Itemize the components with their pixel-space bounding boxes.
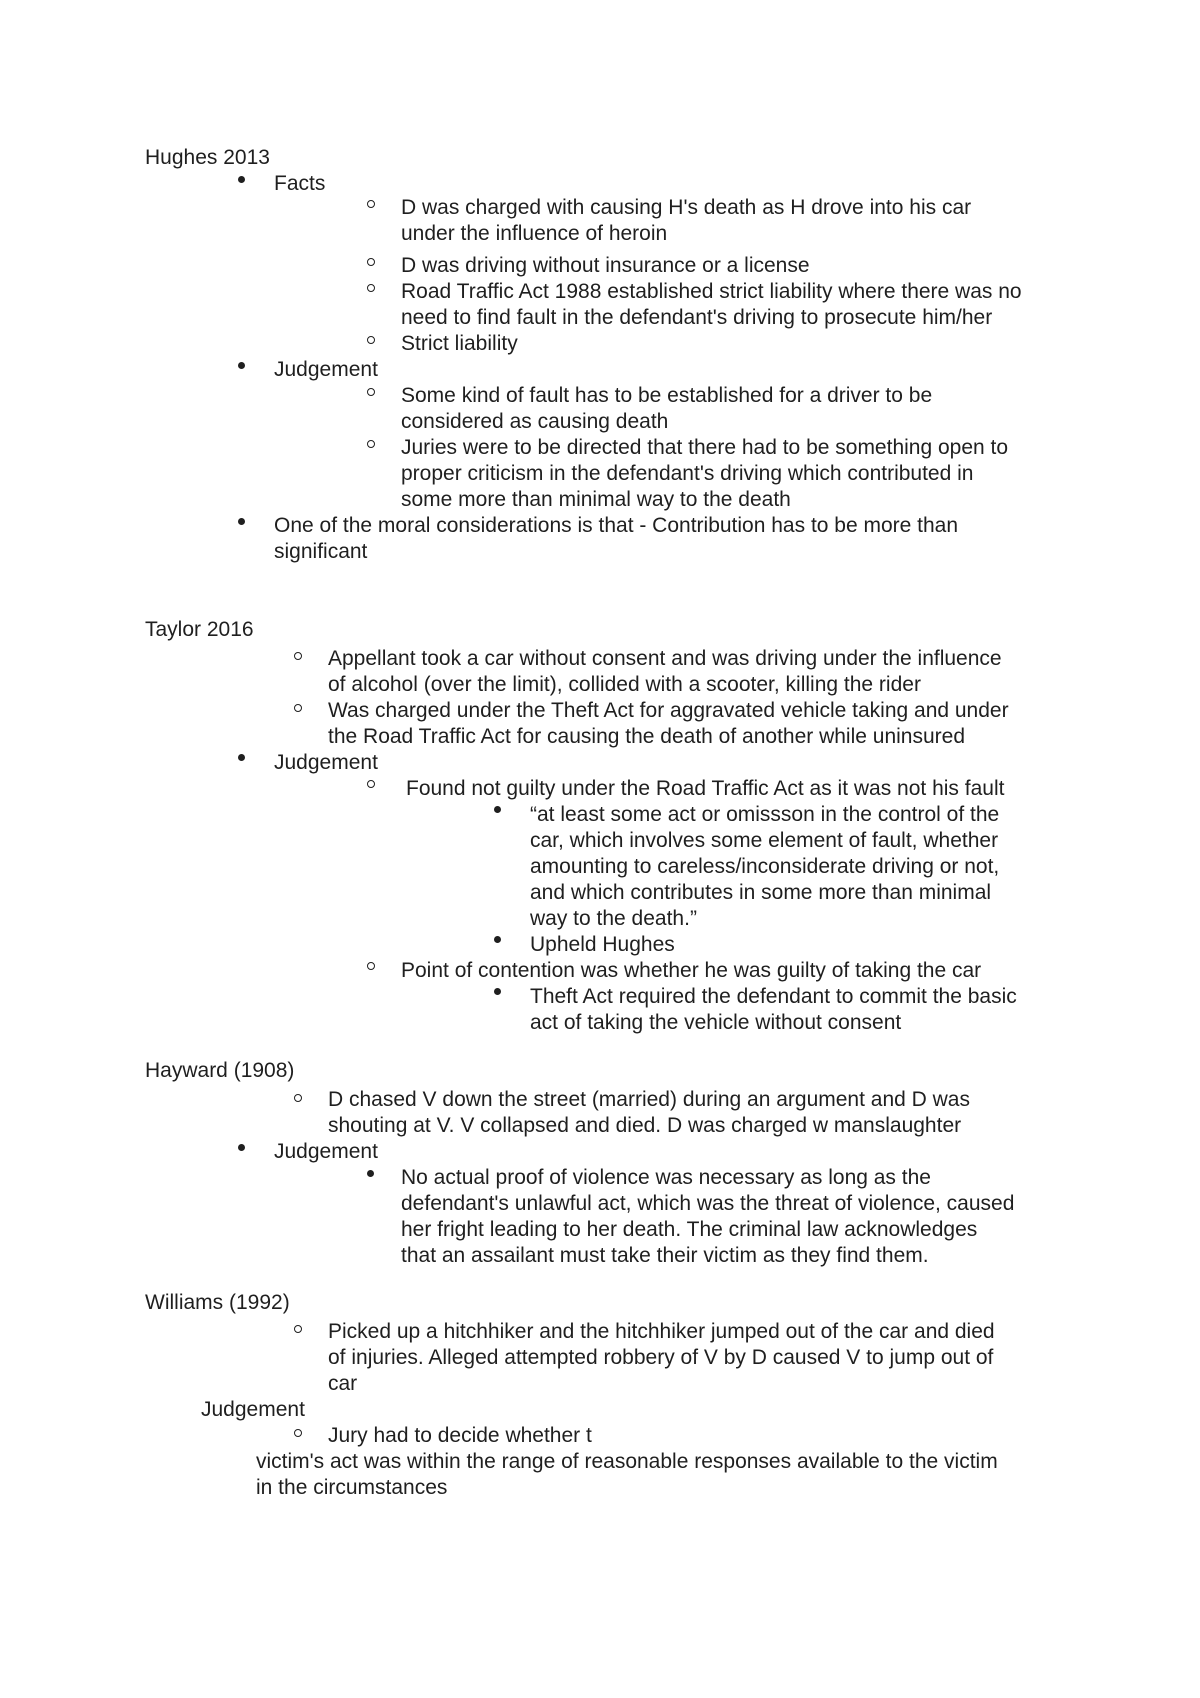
- circle-bullet-icon: [367, 284, 375, 292]
- quote-line: car, which involves some element of fault, whether: [530, 829, 999, 852]
- continuation-line: in the circumstances: [256, 1476, 448, 1499]
- fact-line: Picked up a hitchhiker and the hitchhiker jumped out of the car and died: [328, 1320, 995, 1343]
- fact-line: D chased V down the street (married) during an argument and D was: [328, 1088, 970, 1111]
- judgement-label: Judgement: [274, 1140, 378, 1163]
- fact-line: need to find fault in the defendant's driving to prosecute him/her: [401, 306, 993, 329]
- circle-bullet-icon: [294, 1325, 302, 1333]
- continuation-line: victim's act was within the range of reasonable responses available to the victim: [256, 1450, 998, 1473]
- bullet-icon: [494, 988, 501, 995]
- fact-line: car: [328, 1372, 358, 1395]
- case-title-taylor: Taylor 2016: [145, 618, 254, 641]
- fact-line: Road Traffic Act 1988 established strict liability where there was no: [401, 280, 1022, 303]
- judgement-line: defendant's unlawful act, which was the threat of violence, caused: [401, 1192, 1015, 1215]
- quote-line: “at least some act or omissson in the control of the: [530, 803, 1000, 826]
- circle-bullet-icon: [367, 780, 375, 788]
- judgement-label: Judgement: [201, 1398, 305, 1421]
- fact-line: of alcohol (over the limit), collided with a scooter, killing the rider: [328, 673, 921, 696]
- quote-line: way to the death.”: [530, 907, 697, 930]
- circle-bullet-icon: [294, 1429, 302, 1437]
- circle-bullet-icon: [294, 652, 302, 660]
- fact-line: the Road Traffic Act for causing the death of another while uninsured: [328, 725, 966, 748]
- moral-line: One of the moral considerations is that - Contribution has to be more than: [274, 514, 959, 537]
- bullet-icon: [238, 754, 245, 761]
- judgement-line: that an assailant must take their victim as they find them.: [401, 1244, 929, 1267]
- circle-bullet-icon: [294, 1094, 302, 1102]
- bullet-icon: [494, 936, 501, 943]
- bullet-icon: [238, 518, 245, 525]
- jury-line: Jury had to decide whether t: [328, 1424, 592, 1447]
- finding-line: Found not guilty under the Road Traffic Act as it was not his fault: [406, 777, 1005, 800]
- judgement-line: Some kind of fault has to be established for a driver to be: [401, 384, 933, 407]
- judgement-line: Juries were to be directed that there had to be something open to: [401, 436, 1009, 459]
- fact-line: D was charged with causing H's death as H drove into his car: [401, 196, 972, 219]
- circle-bullet-icon: [367, 258, 375, 266]
- judgement-line: proper criticism in the defendant's driving which contributed in: [401, 462, 974, 485]
- circle-bullet-icon: [367, 336, 375, 344]
- fact-line: D was driving without insurance or a license: [401, 254, 810, 277]
- judgement-line: considered as causing death: [401, 410, 669, 433]
- judgement-line: No actual proof of violence was necessary as long as the: [401, 1166, 931, 1189]
- bullet-icon: [494, 806, 501, 813]
- fact-line: Was charged under the Theft Act for aggravated vehicle taking and under: [328, 699, 1009, 722]
- bullet-icon: [367, 1170, 374, 1177]
- judgement-line: some more than minimal way to the death: [401, 488, 791, 511]
- fact-line: under the influence of heroin: [401, 222, 668, 245]
- circle-bullet-icon: [367, 200, 375, 208]
- circle-bullet-icon: [367, 962, 375, 970]
- theft-act-line: Theft Act required the defendant to commit the basic: [530, 985, 1017, 1008]
- contention-line: Point of contention was whether he was guilty of taking the car: [401, 959, 982, 982]
- quote-line: and which contributes in some more than minimal: [530, 881, 992, 904]
- bullet-icon: [238, 362, 245, 369]
- case-title-hughes: Hughes 2013: [145, 146, 270, 169]
- fact-line: of injuries. Alleged attempted robbery of V by D caused V to jump out of: [328, 1346, 994, 1369]
- bullet-icon: [238, 176, 245, 183]
- facts-label: Facts: [274, 172, 326, 195]
- theft-act-line: act of taking the vehicle without consent: [530, 1011, 902, 1034]
- upheld-line: Upheld Hughes: [530, 933, 675, 956]
- circle-bullet-icon: [294, 704, 302, 712]
- circle-bullet-icon: [367, 440, 375, 448]
- judgement-label: Judgement: [274, 358, 378, 381]
- fact-line: shouting at V. V collapsed and died. D was charged w manslaughter: [328, 1114, 962, 1137]
- fact-line: Appellant took a car without consent and was driving under the influence: [328, 647, 1002, 670]
- case-title-hayward: Hayward (1908): [145, 1059, 295, 1082]
- quote-line: amounting to careless/inconsiderate driving or not,: [530, 855, 1000, 878]
- fact-line: Strict liability: [401, 332, 518, 355]
- circle-bullet-icon: [367, 388, 375, 396]
- judgement-line: her fright leading to her death. The criminal law acknowledges: [401, 1218, 978, 1241]
- bullet-icon: [238, 1144, 245, 1151]
- judgement-label: Judgement: [274, 751, 378, 774]
- moral-line: significant: [274, 540, 368, 563]
- case-title-williams: Williams (1992): [145, 1291, 290, 1314]
